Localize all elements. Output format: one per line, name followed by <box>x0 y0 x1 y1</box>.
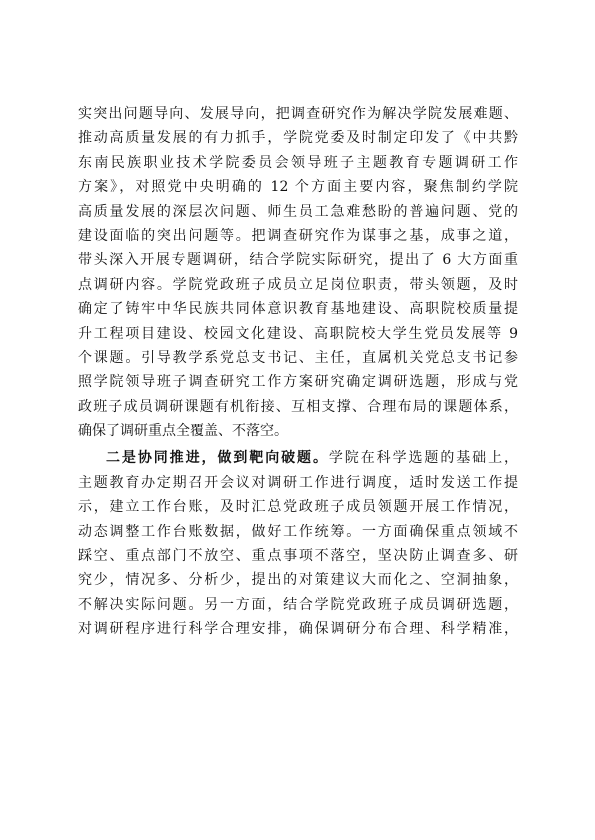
text-line: 东南民族职业技术学院委员会领导班子主题教育专题调研工作 <box>78 154 518 171</box>
paragraph-2 <box>78 446 518 641</box>
text-run: 学院在科学选题的基础上， <box>328 450 519 467</box>
text-line: 对调研程序进行科学合理安排，确保调研分布合理、科学精准， <box>78 621 518 638</box>
text-line: 个课题。引导教学系党总支书记、主任，直属机关党总支书记参 <box>78 349 518 366</box>
text-line: 升工程项目建设、校园文化建设、高职院校大学生党员发展等 9 <box>78 325 518 342</box>
text-line: 主题教育办定期召开会议对调研工作进行调度，适时发送工作提 <box>78 474 518 491</box>
text-line: 动态调整工作台账数据，做好工作统筹。一方面确保重点领域不 <box>78 523 518 540</box>
text-line: 踩空、重点部门不放空、重点事项不落空，坚决防止调查多、研 <box>78 548 518 565</box>
text-line: 推动高质量发展的有力抓手，学院党委及时制定印发了《中共黔 <box>78 130 518 147</box>
text-line: 究少，情况多、分析少，提出的对策建议大而化之、空洞抽象， <box>78 572 518 589</box>
text-line: 实突出问题导向、发展导向，把调查研究作为解决学院发展难题、 <box>78 106 518 122</box>
text-line: 建设面临的突出问题等。把调查研究作为谋事之基，成事之道， <box>78 227 518 244</box>
document-body <box>78 102 518 642</box>
paragraph-2-first-line <box>78 446 518 470</box>
text-line: 确保了调研重点全覆盖、不落空。 <box>78 423 288 440</box>
text-line: 确定了铸牢中华民族共同体意识教育基地建设、高职院校质量提 <box>78 301 518 318</box>
text-line: 点调研内容。学院党政班子成员立足岗位职责，带头领题，及时 <box>78 276 518 293</box>
paragraph-1 <box>78 102 518 443</box>
text-line: 方案》，对照党中央明确的 12 个方面主要内容，聚焦制约学院 <box>78 179 518 196</box>
text-line: 示，建立工作台账，及时汇总党政班子成员领题开展工作情况， <box>78 499 518 516</box>
section-lead-heading: 二是协同推进，做到靶向破题。 <box>106 450 329 467</box>
text-line: 照学院领导班子调查研究工作方案研究确定调研选题，形成与党 <box>78 374 518 391</box>
text-line: 高质量发展的深层次问题、师生员工急难愁盼的普遍问题、党的 <box>78 203 518 220</box>
text-line: 不解决实际问题。另一方面，结合学院党政班子成员调研选题， <box>78 596 518 613</box>
text-line: 政班子成员调研课题有机衔接、互相支撑、合理布局的课题体系， <box>78 398 518 415</box>
text-line: 带头深入开展专题调研，结合学院实际研究，提出了 6 大方面重 <box>78 252 518 269</box>
